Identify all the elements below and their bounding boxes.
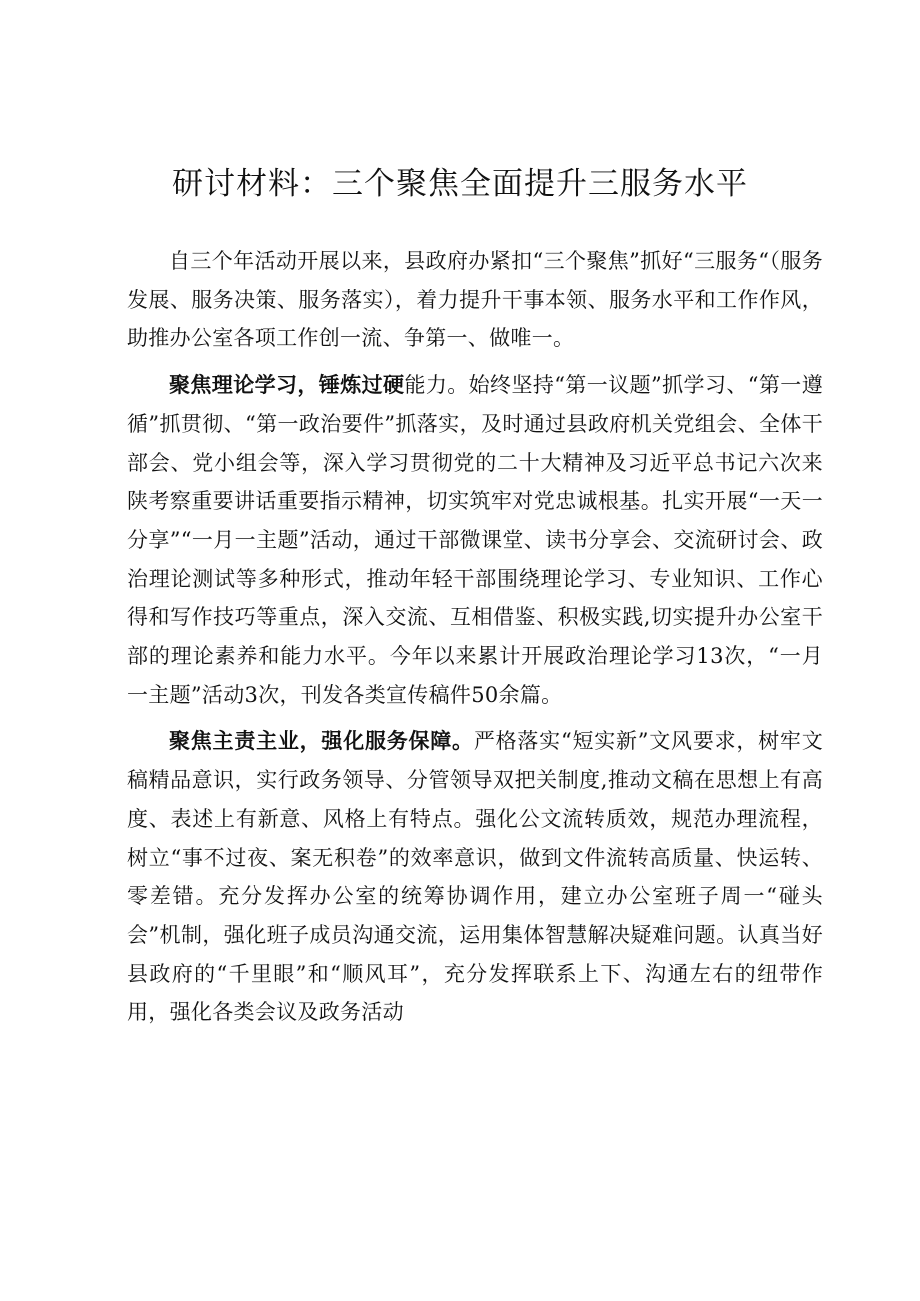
paragraph-main-duty	[127, 722, 823, 1032]
paragraph-text: 自三个年活动开展以来，县政府办紧扣“三个聚焦”抓好“三服务“（服务发展、服务决策、服务落实），着力提升干事本领、服务水平和工作作风，助推办公室各项工作创一流、争第一、做唯一。	[127, 249, 823, 351]
paragraph-intro	[127, 242, 823, 358]
paragraph-lead: 聚焦主责主业，强化服务保障。	[169, 729, 474, 754]
paragraph-text: 能力。始终坚持“第一议题”抓学习、“第一遵循”抓贯彻、“第一政治要件”抓落实，及时通过县政府机关党组会、全体干部会、党小组会等，深入学习贯彻党的二十大精神及习近平总书记六次来陕考察重要讲话重要指示精神，切实筑牢对党忠诚根基。扎实开展“一天一分享”“一月一主题”活动，通过干部微课堂、读书分享会、交流研讨会、政治理论测试等多种形式，推动年轻干部围绕理论学习、专业知识、工作心得和写作技巧等重点，深入交流、互相借鉴、积极实践,切实提升办公室干部的理论素养和能力水平。今年以来累计开展政治理论学习13次，“一月一主题”活动3次，刊发各类宣传稿件50余篇。	[127, 373, 823, 707]
document-body	[127, 242, 823, 1032]
document-title: 研讨材料：三个聚焦全面提升三服务水平	[172, 166, 748, 202]
paragraph-theory-study	[127, 366, 823, 714]
paragraph-lead: 聚焦理论学习，锤炼过硬	[169, 373, 405, 398]
paragraph-text: 严格落实“短实新”文风要求，树牢文稿精品意识，实行政务领导、分管领导双把关制度,推动文稿在思想上有高度、表述上有新意、风格上有特点。强化公文流转质效，规范办理流程，树立“事不过夜、案无积卷”的效率意识，做到文件流转高质量、快运转、零差错。充分发挥办公室的统筹协调作用，建立办公室班子周一“碰头会”机制，强化班子成员沟通交流，运用集体智慧解决疑难问题。认真当好县政府的“千里眼”和“顺风耳”，充分发挥联系上下、沟通左右的纽带作用，强化各类会议及政务活动	[127, 729, 823, 1025]
